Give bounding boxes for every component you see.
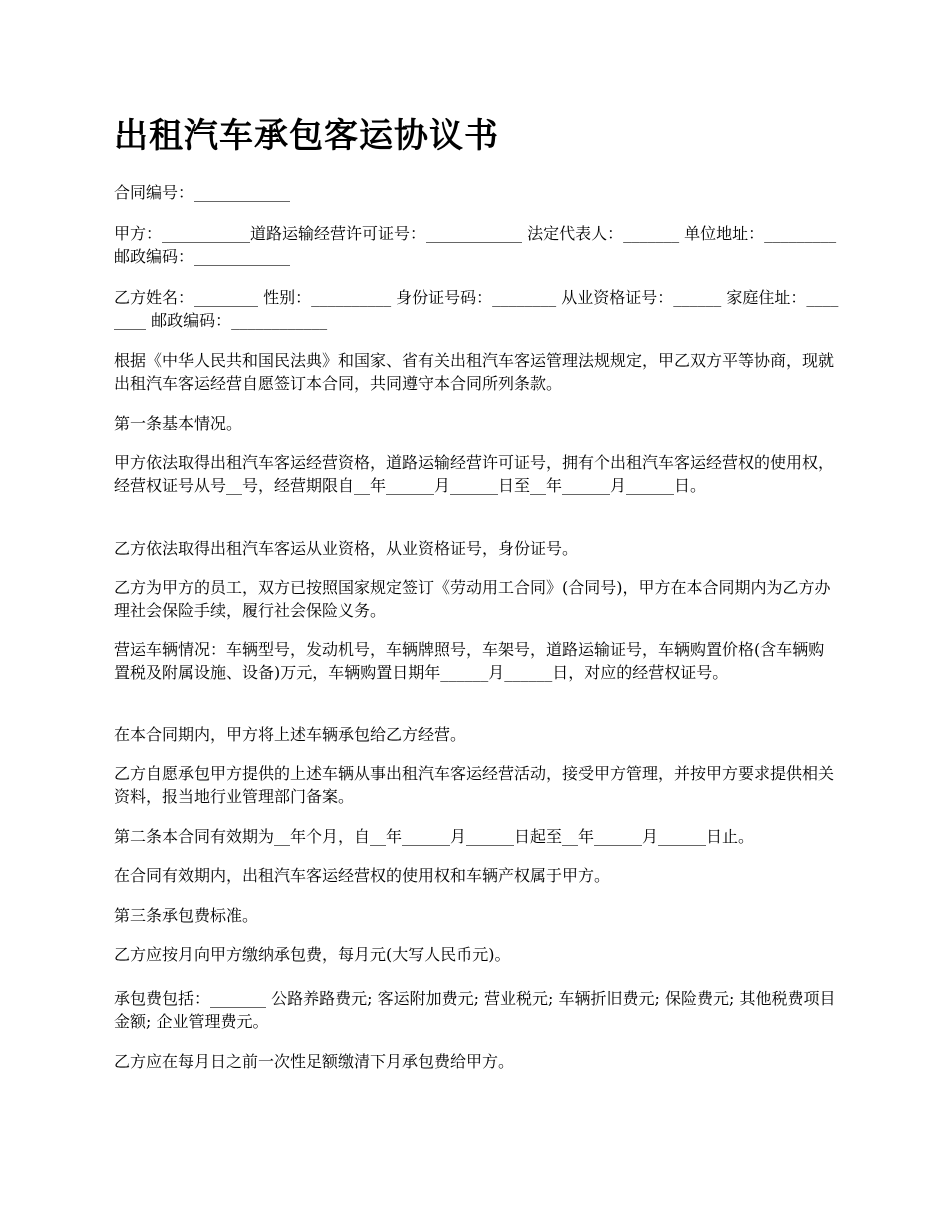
article-3-fee-items: 承包费包括：_______ 公路养路费元; 客运附加费元; 营业税元; 车辆折旧费元; 保险费元; 其他税费项目金额; 企业管理费元。: [114, 989, 836, 1031]
article-1-clause-2: 乙方依法取得出租汽车客运从业资格，从业资格证号，身份证号。: [114, 539, 579, 558]
article-1-clause-3: 乙方为甲方的员工，双方已按照国家规定签订《劳动用工合同》(合同号)，甲方在本合同期内为乙方办理社会保险手续，履行社会保险义务。: [114, 578, 831, 620]
article-2: 第二条本合同有效期为__年个月，自__年______月______日起至__年______月______日止。: [114, 827, 755, 846]
vehicle-info: 营运车辆情况：车辆型号，发动机号，车辆牌照号，车架号，道路运输证号，车辆购置价格(含车辆购置税及附属设施、设备)万元，车辆购置日期年______月______日，对应的经营权证号。: [114, 640, 825, 682]
document-title: 出租汽车承包客运协议书: [114, 116, 499, 156]
party-a-info: 甲方：___________道路运输经营许可证号：____________ 法定代表人：_______ 单位地址：_________ 邮政编码：____________: [114, 224, 837, 266]
article-2-ownership: 在合同有效期内，出租汽车客运经营权的使用权和车辆产权属于甲方。: [114, 866, 611, 885]
article-3-monthly-fee: 乙方应按月向甲方缴纳承包费，每月元(大写人民币元)。: [114, 945, 511, 964]
article-1-heading: 第一条基本情况。: [114, 414, 243, 433]
article-3-payment-deadline: 乙方应在每月日之前一次性足额缴清下月承包费给甲方。: [114, 1052, 515, 1071]
contract-number: 合同编号：____________: [114, 183, 291, 202]
article-1-clause-1: 甲方依法取得出租汽车客运经营资格，道路运输经营许可证号，拥有个出租汽车客运经营权的使用权，经营权证号从号__号，经营期限自__年______月______日至__年______月______日。: [114, 453, 835, 495]
preamble: 根据《中华人民共和国民法典》和国家、省有关出租汽车客运管理法规规定，甲乙双方平等协商，现就出租汽车客运经营自愿签订本合同，共同遵守本合同所列条款。: [114, 351, 835, 393]
party-b-voluntary: 乙方自愿承包甲方提供的上述车辆从事出租汽车客运经营活动，接受甲方管理，并按甲方要求提供相关资料，报当地行业管理部门备案。: [114, 764, 835, 806]
article-3-heading: 第三条承包费标准。: [114, 906, 259, 925]
contracting-clause: 在本合同期内，甲方将上述车辆承包给乙方经营。: [114, 725, 467, 744]
party-b-info: 乙方姓名：________ 性别：__________ 身份证号码：________ 从业资格证号：______ 家庭住址：________ 邮政编码：____________: [114, 288, 839, 330]
